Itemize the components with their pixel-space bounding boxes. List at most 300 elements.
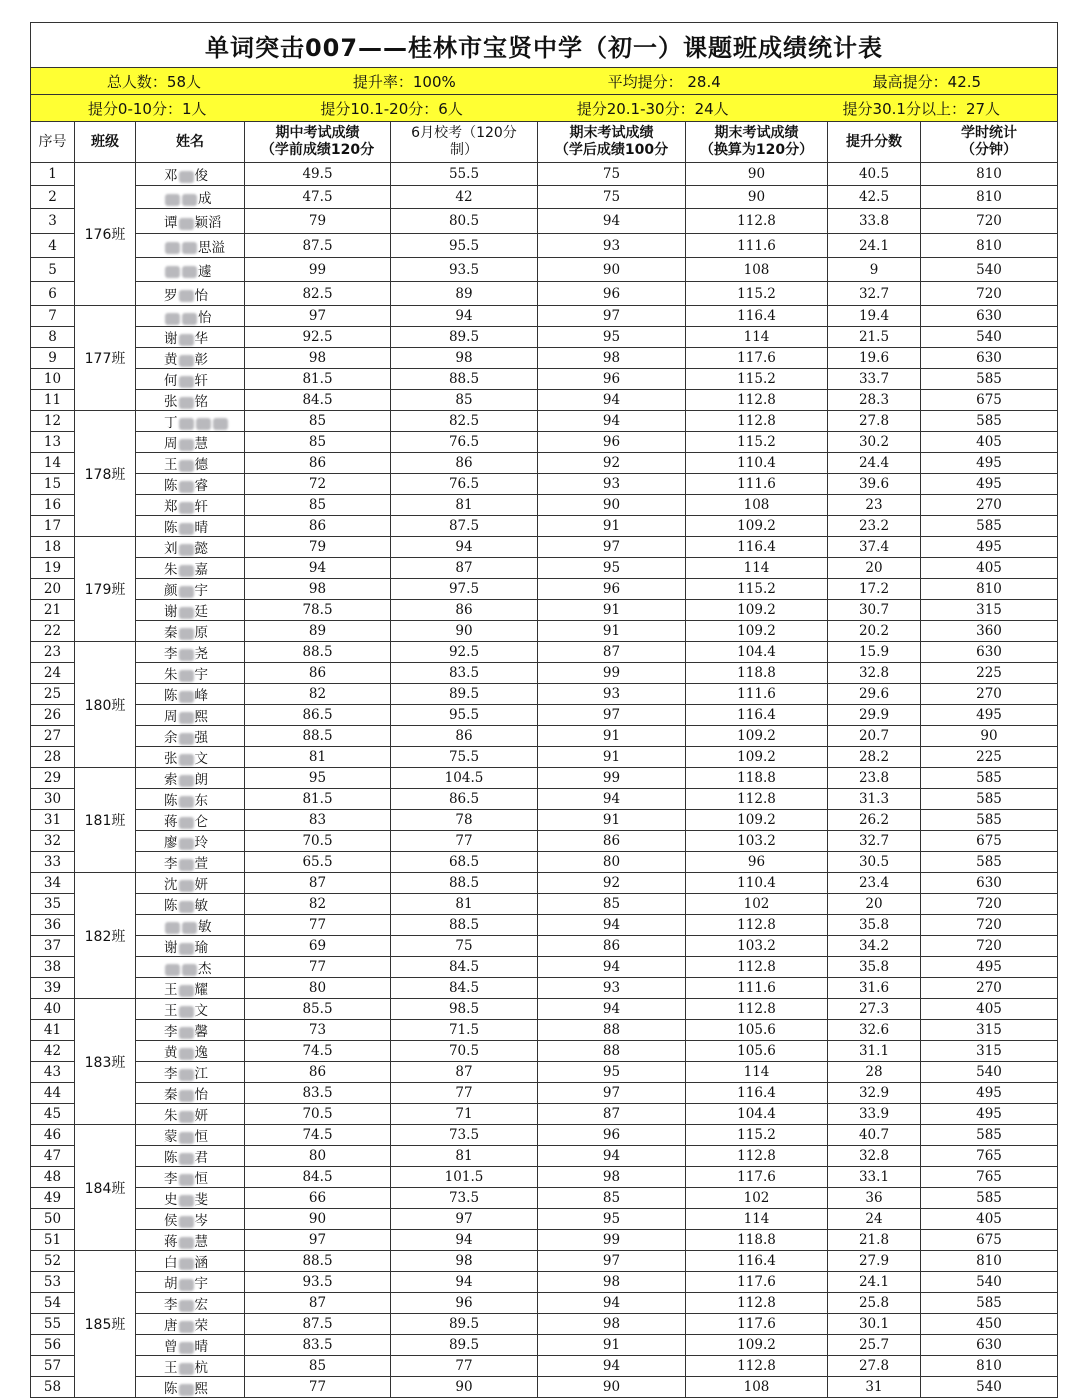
row-number: 58 [31,1377,75,1398]
converted-score: 103.2 [686,831,828,852]
midterm-score: 86 [245,663,391,684]
june-score: 98 [391,348,538,369]
name-blur-mask [165,266,180,278]
converted-score: 117.6 [686,1272,828,1293]
study-minutes: 495 [921,474,1058,495]
name-part: 王 [164,457,178,473]
study-minutes: 495 [921,537,1058,558]
student-name [136,726,245,747]
final-score: 88 [538,1041,686,1062]
converted-score: 112.8 [686,957,828,978]
converted-score: 118.8 [686,1230,828,1251]
june-score: 71.5 [391,1020,538,1041]
row-number: 15 [31,474,75,495]
gain-score: 30.1 [828,1314,921,1335]
midterm-score: 70.5 [245,1104,391,1125]
converted-score: 96 [686,852,828,873]
table-row [31,516,1058,537]
student-name [136,495,245,516]
name-part: 李 [164,1024,178,1040]
midterm-score: 81.5 [245,789,391,810]
final-score: 85 [538,894,686,915]
converted-score: 114 [686,1209,828,1230]
final-score: 97 [538,705,686,726]
name-part: 敏 [194,898,208,914]
name-part: 遽 [198,263,212,280]
row-number: 13 [31,432,75,453]
name-part: 侯 [164,1213,178,1229]
row-number: 39 [31,978,75,999]
june-score: 73.5 [391,1125,538,1146]
class-cell: 183班 [75,999,136,1125]
gain-score: 27.8 [828,411,921,432]
final-score: 96 [538,282,686,306]
table-row [31,999,1058,1020]
gain-score: 23.2 [828,516,921,537]
gain-score: 21.8 [828,1230,921,1251]
midterm-score: 79 [245,537,391,558]
student-name [136,306,245,327]
table-row [31,1335,1058,1356]
table-row [31,453,1058,474]
name-part: 强 [194,730,208,746]
table-row [31,1188,1058,1209]
midterm-score: 77 [245,957,391,978]
table-row [31,915,1058,936]
table-row [31,327,1058,348]
name-part: 斐 [194,1192,208,1208]
name-part: 廖 [164,835,178,851]
june-score: 75 [391,936,538,957]
final-score: 99 [538,768,686,789]
study-minutes: 315 [921,600,1058,621]
row-number: 47 [31,1146,75,1167]
name-blur-mask [179,859,194,871]
converted-score: 114 [686,558,828,579]
name-blur-mask [179,481,194,493]
row-number: 18 [31,537,75,558]
name-part: 索 [164,772,178,788]
student-name [136,1083,245,1104]
gain-score: 40.5 [828,163,921,186]
name-blur-mask [179,733,194,745]
student-name [136,873,245,894]
table-row [31,474,1058,495]
study-minutes: 810 [921,163,1058,186]
table-row [31,558,1058,579]
final-score: 93 [538,684,686,705]
class-cell: 182班 [75,873,136,999]
study-minutes: 540 [921,258,1058,282]
table-row [31,348,1058,369]
name-blur-mask [179,290,194,302]
row-number: 14 [31,453,75,474]
final-score: 99 [538,1230,686,1251]
name-part: 华 [194,331,208,347]
midterm-score: 85 [245,495,391,516]
col-header-june-l1: 6月校考（120分 [411,125,517,141]
gain-score: 29.6 [828,684,921,705]
table-row [31,1356,1058,1377]
table-row [31,432,1058,453]
name-part: 成 [198,191,212,207]
final-score: 94 [538,1356,686,1377]
final-score: 94 [538,999,686,1020]
final-score: 86 [538,936,686,957]
row-number: 1 [31,163,75,186]
row-number: 42 [31,1041,75,1062]
june-score: 98.5 [391,999,538,1020]
row-number: 22 [31,621,75,642]
row-number: 19 [31,558,75,579]
col-header-final [538,122,686,163]
name-part: 陈 [164,478,178,494]
june-score: 87 [391,558,538,579]
student-name [136,537,245,558]
table-row [31,1020,1058,1041]
name-part: 思溢 [198,239,225,256]
student-name [136,915,245,936]
name-blur-mask [165,313,180,325]
converted-score: 116.4 [686,705,828,726]
study-minutes: 540 [921,1272,1058,1293]
student-name [136,1272,245,1293]
study-minutes: 495 [921,1104,1058,1125]
converted-score: 111.6 [686,234,828,258]
name-part: 曾 [164,1339,178,1355]
gain-score: 25.8 [828,1293,921,1314]
name-blur-mask [179,1069,194,1081]
name-part: 何 [164,373,178,389]
converted-score: 117.6 [686,1314,828,1335]
student-name [136,600,245,621]
name-part: 蒋 [164,1234,178,1250]
gain-score: 23.4 [828,873,921,894]
midterm-score: 93.5 [245,1272,391,1293]
gain-score: 20 [828,558,921,579]
study-minutes: 495 [921,705,1058,726]
converted-score: 109.2 [686,726,828,747]
col-header-june [391,122,538,163]
gain-score: 28.2 [828,747,921,768]
study-minutes: 495 [921,957,1058,978]
name-blur-mask [179,1195,194,1207]
gain-score: 24.1 [828,234,921,258]
row-number: 17 [31,516,75,537]
name-blur-mask [179,171,194,183]
gain-score: 32.8 [828,1146,921,1167]
student-name [136,894,245,915]
name-blur-mask [179,1258,194,1270]
gain-score: 33.8 [828,209,921,234]
study-minutes: 720 [921,894,1058,915]
gain-score: 32.7 [828,831,921,852]
table-row [31,306,1058,327]
row-number: 56 [31,1335,75,1356]
study-minutes: 585 [921,852,1058,873]
name-blur-mask [179,1174,194,1186]
midterm-score: 86 [245,516,391,537]
name-blur-mask [179,985,194,997]
name-blur-mask [179,712,194,724]
name-part: 秦 [164,1087,178,1103]
summary-line-1 [31,68,1058,95]
june-score: 95.5 [391,705,538,726]
name-part: 君 [194,1150,208,1166]
june-score: 83.5 [391,663,538,684]
midterm-score: 83 [245,810,391,831]
converted-score: 111.6 [686,684,828,705]
student-name [136,1062,245,1083]
table-row [31,390,1058,411]
table-row [31,936,1058,957]
converted-score: 112.8 [686,1356,828,1377]
midterm-score: 65.5 [245,852,391,873]
study-minutes: 585 [921,516,1058,537]
student-name [136,369,245,390]
final-score: 80 [538,852,686,873]
name-part: 陈 [164,793,178,809]
student-name [136,1377,245,1398]
final-score: 91 [538,747,686,768]
class-cell: 184班 [75,1125,136,1251]
converted-score: 108 [686,1377,828,1398]
study-minutes: 405 [921,432,1058,453]
name-part: 黄 [164,1045,178,1061]
col-header-midterm [245,122,391,163]
student-name [136,1188,245,1209]
name-part: 李 [164,1297,178,1313]
june-score: 77 [391,1083,538,1104]
table-row [31,579,1058,600]
summary-max: 最高提分：42.5 [872,72,982,91]
student-name [136,1335,245,1356]
name-part: 蒙 [164,1129,178,1145]
name-part: 慧 [194,436,208,452]
converted-score: 103.2 [686,936,828,957]
student-name [136,936,245,957]
table-row [31,684,1058,705]
name-part: 怡 [198,310,212,326]
converted-score: 111.6 [686,474,828,495]
summary-band-2: 提分10.1-20分：6人 [320,99,463,118]
table-row [31,537,1058,558]
study-minutes: 270 [921,978,1058,999]
student-name [136,684,245,705]
gain-score: 9 [828,258,921,282]
final-score: 93 [538,978,686,999]
gain-score: 20.7 [828,726,921,747]
name-part: 丁 [164,415,178,431]
name-blur-mask [182,242,197,254]
table-row [31,831,1058,852]
study-minutes: 585 [921,369,1058,390]
study-minutes: 630 [921,642,1058,663]
study-minutes: 810 [921,1356,1058,1377]
name-part: 宇 [194,1276,208,1292]
study-minutes: 585 [921,1293,1058,1314]
gain-score: 32.8 [828,663,921,684]
converted-score: 90 [686,163,828,186]
converted-score: 109.2 [686,516,828,537]
student-name [136,1293,245,1314]
converted-score: 104.4 [686,642,828,663]
converted-score: 112.8 [686,411,828,432]
name-part: 陈 [164,688,178,704]
name-part: 懿 [194,541,208,557]
gain-score: 31 [828,1377,921,1398]
midterm-score: 85.5 [245,999,391,1020]
june-score: 76.5 [391,474,538,495]
table-row [31,621,1058,642]
study-minutes: 270 [921,495,1058,516]
name-part: 俊 [194,168,208,184]
student-name [136,1167,245,1188]
converted-score: 102 [686,1188,828,1209]
midterm-score: 85 [245,411,391,432]
name-part: 陈 [164,1150,178,1166]
student-name [136,747,245,768]
gain-score: 25.7 [828,1335,921,1356]
converted-score: 115.2 [686,369,828,390]
name-blur-mask [179,691,194,703]
gain-score: 21.5 [828,327,921,348]
student-name [136,1314,245,1335]
name-part: 颖滔 [194,215,222,231]
student-name [136,663,245,684]
table-row [31,1251,1058,1272]
score-table [30,22,1058,1398]
row-number: 7 [31,306,75,327]
student-name [136,810,245,831]
student-name [136,234,245,258]
study-minutes: 495 [921,1083,1058,1104]
table-row [31,1167,1058,1188]
table-row [31,282,1058,306]
study-minutes: 720 [921,915,1058,936]
class-cell: 181班 [75,768,136,873]
june-score: 101.5 [391,1167,538,1188]
name-part: 朱 [164,1108,178,1124]
class-cell: 185班 [75,1251,136,1398]
student-name [136,705,245,726]
name-part: 文 [194,1003,208,1019]
col-header-converted [686,122,828,163]
name-part: 铭 [194,394,208,410]
name-part: 蒋 [164,814,178,830]
final-score: 93 [538,474,686,495]
gain-score: 28 [828,1062,921,1083]
study-minutes: 675 [921,1230,1058,1251]
name-part: 王 [164,1003,178,1019]
name-blur-mask [179,1132,194,1144]
gain-score: 19.4 [828,306,921,327]
student-name [136,348,245,369]
june-score: 86 [391,726,538,747]
june-score: 89 [391,282,538,306]
midterm-score: 83.5 [245,1083,391,1104]
table-row [31,600,1058,621]
row-number: 12 [31,411,75,432]
student-name [136,258,245,282]
june-score: 88.5 [391,915,538,936]
midterm-score: 86 [245,1062,391,1083]
final-score: 94 [538,1293,686,1314]
student-name [136,558,245,579]
converted-score: 109.2 [686,600,828,621]
name-blur-mask [179,1027,194,1039]
name-part: 恒 [194,1171,208,1187]
name-blur-mask [179,670,194,682]
row-number: 8 [31,327,75,348]
table-row [31,789,1058,810]
table-row [31,1272,1058,1293]
final-score: 99 [538,663,686,684]
name-blur-mask [179,817,194,829]
june-score: 86.5 [391,789,538,810]
student-name [136,186,245,209]
gain-score: 27.8 [828,1356,921,1377]
final-score: 85 [538,1188,686,1209]
name-part: 怡 [194,287,208,304]
name-blur-mask [179,1384,194,1396]
converted-score: 116.4 [686,306,828,327]
gain-score: 30.2 [828,432,921,453]
row-number: 29 [31,768,75,789]
student-name [136,999,245,1020]
converted-score: 118.8 [686,768,828,789]
june-score: 42 [391,186,538,209]
midterm-score: 86 [245,453,391,474]
converted-score: 116.4 [686,1251,828,1272]
midterm-score: 73 [245,1020,391,1041]
gain-score: 37.4 [828,537,921,558]
study-minutes: 360 [921,621,1058,642]
col-header-midterm-l1: 期中考试成绩 [275,125,360,141]
name-part: 黄 [164,352,178,368]
name-blur-mask [179,218,194,230]
final-score: 97 [538,1083,686,1104]
midterm-score: 87 [245,1293,391,1314]
final-score: 87 [538,1104,686,1125]
midterm-score: 98 [245,348,391,369]
converted-score: 105.6 [686,1020,828,1041]
table-row [31,258,1058,282]
name-blur-mask [179,523,194,535]
study-minutes: 540 [921,327,1058,348]
june-score: 97.5 [391,579,538,600]
gain-score: 20.2 [828,621,921,642]
student-name [136,432,245,453]
row-number: 28 [31,747,75,768]
study-minutes: 630 [921,348,1058,369]
midterm-score: 82 [245,894,391,915]
midterm-score: 80 [245,978,391,999]
row-number: 20 [31,579,75,600]
col-header-class: 班级 [75,122,136,163]
converted-score: 112.8 [686,789,828,810]
final-score: 86 [538,831,686,852]
name-part: 熙 [194,709,208,725]
june-score: 70.5 [391,1041,538,1062]
name-part: 胡 [164,1276,178,1292]
study-minutes: 90 [921,726,1058,747]
table-row [31,1293,1058,1314]
final-score: 98 [538,348,686,369]
name-blur-mask [179,439,194,451]
table-row [31,411,1058,432]
converted-score: 115.2 [686,282,828,306]
